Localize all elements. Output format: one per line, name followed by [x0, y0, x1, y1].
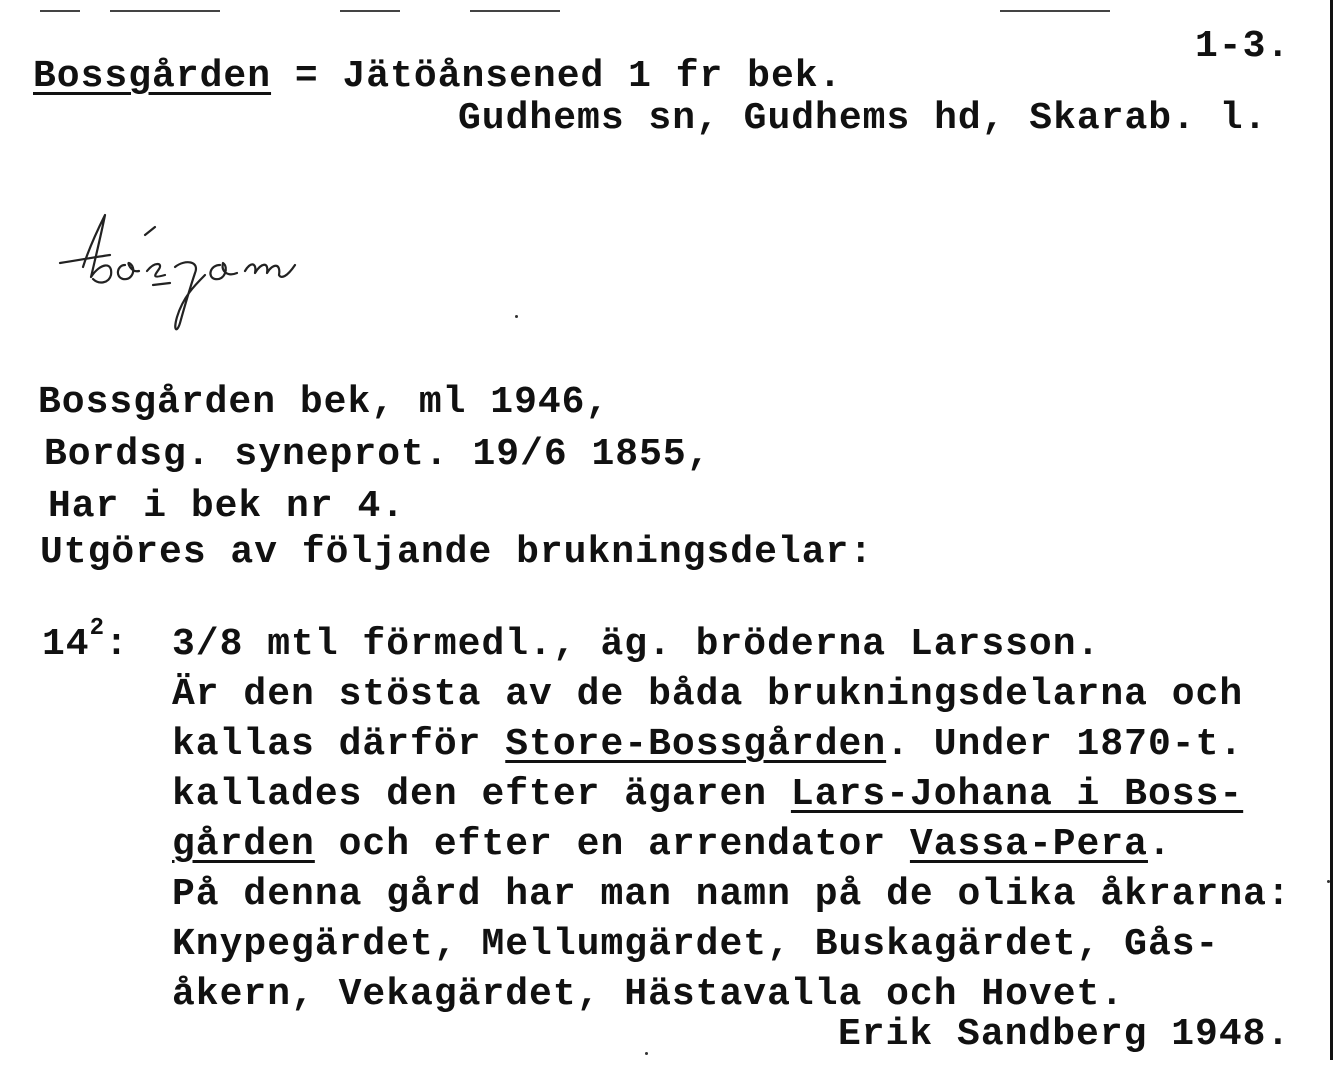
top-edge-mark — [1000, 10, 1110, 12]
part-line-7: Knypegärdet, Mellumgärdet, Buskagärdet, Gås- — [172, 923, 1220, 966]
top-edge-mark — [110, 10, 220, 12]
farm-name-lars-johana: Lars-Johana i Boss- — [790, 773, 1244, 816]
card-heading — [33, 55, 843, 98]
part-line-5 — [172, 823, 1172, 866]
part-line-4-a: kallades den efter ägaren — [172, 773, 791, 816]
part-line-8: åkern, Vekagärdet, Hästavalla och Hovet. — [172, 973, 1125, 1016]
equals-sign: = — [294, 55, 319, 98]
top-edge-mark — [470, 10, 560, 12]
part-line-5-c: . — [1147, 823, 1172, 866]
paper-speck — [645, 1052, 648, 1055]
part-line-4 — [172, 773, 1244, 816]
record-line-4: Utgöres av följande brukningsdelar: — [40, 531, 874, 574]
top-edge-mark — [40, 10, 80, 12]
part-line-5-b: och efter en arrendator — [314, 823, 910, 866]
card-number: 1-3. — [1195, 25, 1291, 68]
part-line-3-b: . Under 1870-t. — [886, 723, 1244, 766]
part-line-2: Är den stösta av de båda brukningsdelarna och — [172, 673, 1244, 716]
part-line-3 — [172, 723, 1244, 766]
part-number-main: 14 — [42, 623, 90, 666]
heading-rest: Jätöånsened 1 fr bek. — [342, 55, 843, 98]
farm-name-garden: gården — [172, 823, 315, 866]
record-line-3: Har i bek nr 4. — [48, 485, 406, 528]
record-line-2: Bordsg. syneprot. 19/6 1855, — [44, 433, 711, 476]
part-line-3-a: kallas därför — [172, 723, 506, 766]
paper-speck — [1327, 880, 1330, 883]
location-line: Gudhems sn, Gudhems hd, Skarab. l. — [458, 97, 1268, 140]
top-edge-mark — [340, 10, 400, 12]
record-line-1: Bossgården bek, ml 1946, — [38, 381, 610, 424]
farm-name-vassa-pera: Vassa-Pera — [909, 823, 1148, 866]
paper-speck — [515, 315, 518, 318]
author-signature: Erik Sandberg 1948. — [838, 1013, 1291, 1056]
part-line-6: På denna gård har man namn på de olika åkrarna: — [172, 873, 1291, 916]
part-number-sup: 2 — [89, 615, 106, 642]
part-line-1: 3/8 mtl förmedl., äg. bröderna Larsson. — [172, 623, 1101, 666]
farm-name-store-bossgarden: Store-Bossgården — [505, 723, 887, 766]
part-number — [42, 615, 129, 666]
place-name: Bossgården — [33, 55, 272, 98]
card-right-edge — [1330, 0, 1333, 1060]
handwritten-pronunciation — [55, 205, 405, 345]
part-colon: : — [105, 623, 129, 666]
